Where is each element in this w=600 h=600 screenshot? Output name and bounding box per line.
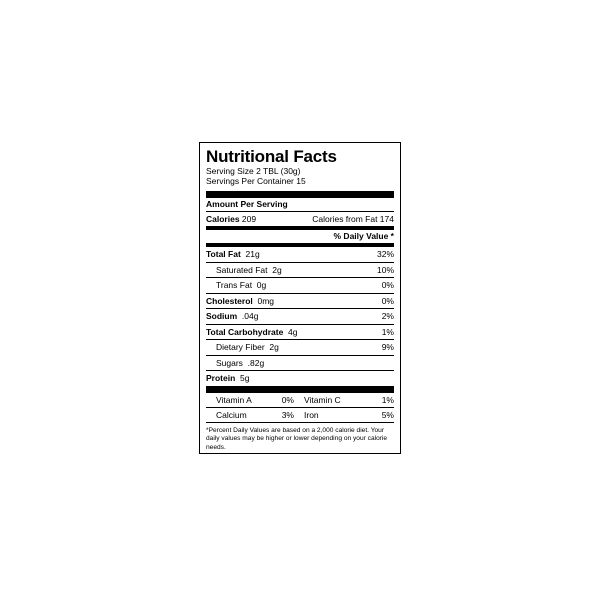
footnote-divider [206, 422, 394, 423]
nutrient-amount: 0mg [257, 295, 275, 306]
nutrient-name-amount [206, 265, 282, 275]
nutrient-amount: .82g [247, 357, 265, 368]
daily-value-header: % Daily Value * [333, 231, 394, 241]
nutrient-name-amount [206, 373, 249, 383]
nutrient-name: Total Fat [206, 249, 241, 260]
label-title: Nutritional Facts [206, 147, 337, 166]
nutrient-row [206, 262, 394, 278]
thick-divider [206, 191, 394, 198]
footnote: *Percent Daily Values are based on a 2,000 calorie diet. Your daily values may be higher or lower depending on your calorie needs. [206, 426, 388, 451]
calories-value: 209 [241, 214, 257, 224]
vitamin-list [206, 393, 394, 422]
nutrient-name-amount [206, 342, 279, 352]
vitamin-daily-value: 3% [281, 409, 294, 420]
nutrient-amount: 0g [256, 280, 267, 291]
vitamin-row [206, 407, 394, 422]
nutrient-list [206, 247, 394, 386]
calories-label: Calories [206, 214, 240, 224]
vitamin-name: Vitamin C [304, 394, 341, 405]
nutrient-row [206, 324, 394, 340]
nutrient-daily-value: 2% [381, 311, 394, 322]
nutrient-row [206, 355, 394, 371]
nutrient-name: Dietary Fiber [216, 342, 265, 353]
nutrient-name: Sodium [206, 311, 238, 322]
nutrient-amount: 2g [272, 264, 282, 275]
vitamin-cell [206, 408, 300, 422]
nutrient-name-amount [206, 327, 298, 337]
vitamin-daily-value: 5% [381, 409, 394, 420]
nutrient-amount: 2g [269, 342, 279, 353]
vitamin-cell [206, 393, 300, 407]
nutrition-facts-label [199, 142, 401, 454]
nutrient-row [206, 308, 394, 324]
vitamin-cell [300, 393, 394, 407]
calories-from-fat: Calories from Fat 174 [312, 214, 394, 224]
nutrient-name: Sugars [216, 357, 243, 368]
nutrient-row [206, 277, 394, 293]
serving-size: Serving Size 2 TBL (30g) [206, 166, 301, 176]
nutrient-daily-value: 1% [381, 326, 394, 337]
nutrient-daily-value: 32% [376, 249, 394, 260]
nutrient-row [206, 370, 394, 386]
nutrient-name: Cholesterol [206, 295, 253, 306]
vitamin-cell [300, 408, 394, 422]
vitamin-name: Vitamin A [216, 394, 252, 405]
vitamin-name: Iron [304, 409, 319, 420]
nutrient-daily-value: 0% [381, 295, 394, 306]
nutrient-daily-value: 9% [381, 342, 394, 353]
nutrient-name-amount [206, 249, 260, 259]
calories-row [206, 211, 394, 226]
nutrient-daily-value: 0% [381, 280, 394, 291]
nutrient-amount: 21g [245, 249, 260, 260]
vitamin-row [206, 393, 394, 407]
nutrient-name-amount [206, 296, 274, 306]
nutrient-amount: .04g [241, 311, 259, 322]
nutrient-daily-value: 10% [376, 264, 394, 275]
vitamin-name: Calcium [216, 409, 247, 420]
vitamin-daily-value: 0% [281, 394, 294, 405]
calories-cell [206, 212, 256, 226]
nutrient-amount: 5g [240, 373, 250, 384]
nutrient-name: Protein [206, 373, 236, 384]
servings-per-container: Servings Per Container 15 [206, 176, 306, 186]
nutrient-name-amount [206, 280, 266, 290]
nutrient-name: Trans Fat [216, 280, 253, 291]
nutrient-name: Total Carbohydrate [206, 326, 284, 337]
nutrient-row [206, 339, 394, 355]
nutrient-name-amount [206, 358, 264, 368]
amount-per-serving: Amount Per Serving [206, 199, 288, 209]
nutrient-row [206, 293, 394, 309]
nutrient-name: Saturated Fat [216, 264, 268, 275]
nutrient-row [206, 247, 394, 262]
nutrient-name-amount [206, 311, 258, 321]
nutrient-amount: 4g [288, 326, 298, 337]
vitamin-daily-value: 1% [381, 394, 394, 405]
thick-divider-2 [206, 386, 394, 393]
